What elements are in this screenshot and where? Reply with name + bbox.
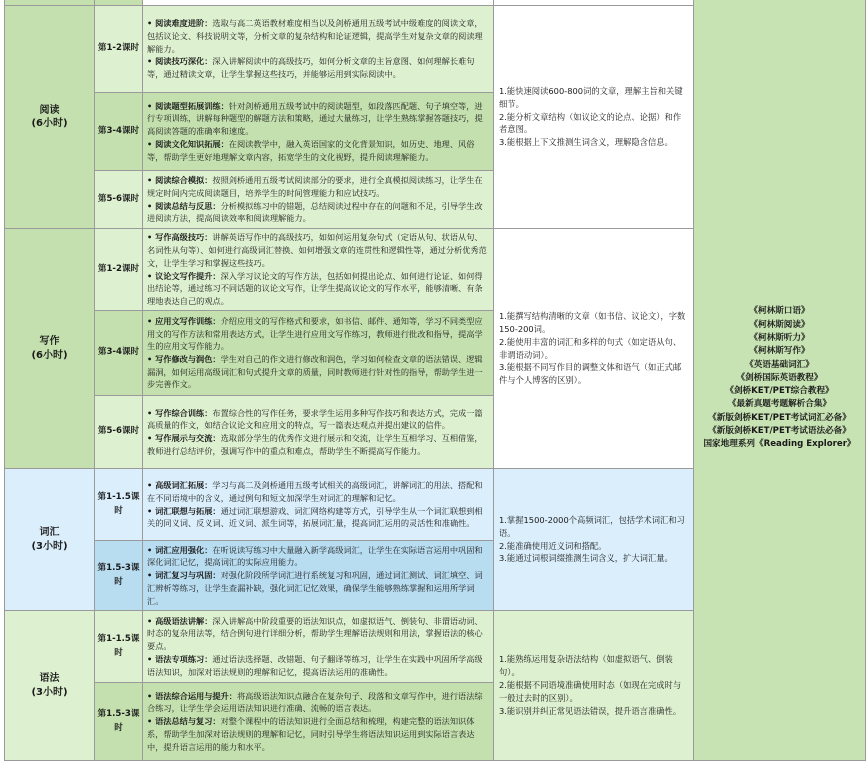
course-plan-table [4, 0, 866, 761]
session-label: 第1-2课时 [95, 229, 143, 311]
session-label: 第5-6课时 [95, 171, 143, 229]
session-content [143, 229, 494, 311]
material-item: 《英语基础词汇》 [745, 359, 814, 370]
goal-item: 3.能通过词根词缀推测生词含义，扩大词汇量。 [499, 553, 673, 564]
session-content [143, 93, 494, 171]
material-item: 《柯林斯写作》 [749, 346, 810, 357]
content-item: • 高级词汇拓展：学习与高二及剑桥通用五级考试相关的高级词汇，讲解词汇的用法、搭配和在不同语境中的含义，通过例句和短文加深学生对词汇的理解和记忆。 [147, 480, 483, 503]
material-item: 《柯林斯口语》 [749, 306, 810, 317]
goal-item: 1.能快速阅读600-800词的文章，理解主旨和关键细节。 [499, 85, 683, 109]
goal-item: 2.能准确使用近义词和搭配。 [499, 540, 607, 551]
module-title: 阅读 [39, 104, 60, 116]
session-label: 第1.5-3课时 [95, 683, 143, 761]
module-writing [5, 229, 95, 469]
module-title: 词汇 [39, 527, 60, 538]
material-item: 《最新真题考题解析合集》 [727, 399, 832, 410]
content-item: • 写作高级技巧：讲解英语写作中的高级技巧，如如何运用复杂句式（定语从句、状语从句、名词性从句等）、如何进行高级词汇替换、如何增强文章的连贯性和逻辑性等，通过分析优秀范文，让学生学习和掌握这些技巧。 [147, 232, 487, 268]
content-item: • 语法综合运用与提升：将高级语法知识点融合在复杂句子、段落和文章写作中，进行语法综合练习，让学生学会运用语法知识进行准确、流畅的语言表达。 [147, 690, 483, 714]
module-grammar [5, 611, 95, 761]
material-item: 《剑桥KET/PET综合教程》 [725, 386, 834, 397]
goal-item: 1.能撰写结构清晰的文章（如书信、议论文），字数150-200词。 [499, 310, 686, 334]
goal-item: 3.能识别并纠正常见语法错误，提升语言准确性。 [499, 705, 682, 716]
content-item: • 阅读综合模拟：按照剑桥通用五级考试阅读部分的要求，进行全真模拟阅读练习，让学生在规定时间内完成阅读题目，培养学生的时间管理能力和应试技巧。 [147, 175, 483, 198]
content-item: • 阅读总结与反思：分析模拟练习中的错题，总结阅读过程中存在的问题和不足，引导学生改进阅读方法，提高阅读效率和阅读理解能力。 [147, 200, 483, 224]
material-item: 《新版剑桥KET/PET考试语法必备》 [708, 426, 851, 437]
session-content [143, 396, 494, 469]
session-label: 第1-1.5课时 [95, 469, 143, 541]
content-item: • 语法专项练习：通过语法选择题、改错题、句子翻译等练习，让学生在实践中巩固所学高级语法知识，加深对语法规则的理解和记忆，提高语法运用的准确性。 [147, 653, 483, 677]
content-item: • 议论文写作提升：深入学习议论文的写作方法，包括如何提出论点、如何进行论证、如何得出结论等，通过练习不同话题的议论文写作，让学生提高议论文的写作水平，能够清晰、有条理地表达自己的观点。 [147, 270, 483, 306]
content-item: • 词汇应用强化：在听说读写练习中大量融入新学高级词汇，让学生在实际语言运用中巩固和深化词汇记忆，提高词汇的实际应用能力。 [147, 544, 483, 568]
session-label: 第5-6课时 [95, 396, 143, 469]
module-goals [494, 6, 694, 229]
session-label: 第3-4课时 [95, 311, 143, 396]
session-content [143, 171, 494, 229]
module-goals [494, 469, 694, 611]
session-content [143, 311, 494, 396]
session-content [143, 683, 494, 761]
session-label: 第1-2课时 [95, 6, 143, 93]
content-item: • 高级语法讲解：深入讲解高中阶段重要的语法知识点，如虚拟语气、倒装句、非谓语动词、时态的复杂用法等，结合例句进行详细分析，帮助学生理解语法规则和用法，掌握语法的核心要点。 [147, 615, 483, 652]
content-item: • 阅读题型拓展训练：针对剑桥通用五级考试中的阅读题型，如段落匹配题、句子填空等，进行专项训练，讲解每种题型的解题方法和策略，通过大量练习，让学生熟练掌握答题技巧，提高阅读答题的准确率和速度。 [147, 100, 483, 137]
content-item: • 应用文写作训练：介绍应用文的写作格式和要求，如书信、邮件、通知等，学习不同类型应用文的写作方法和常用表达方式，让学生进行应用文写作练习，教师进行批改和指导，提高学生的应用文写作能力。 [147, 315, 483, 352]
session-label: 第1.5-3课时 [95, 541, 143, 611]
module-title: 语法 [39, 673, 60, 684]
module-reading [5, 6, 95, 229]
content-item: • 阅读文化知识拓展：在阅读教学中，融入英语国家的文化背景知识，如历史、地理、风俗等，帮助学生更好地理解文章内容，拓宽学生的文化视野，提升阅读理解能力。 [147, 138, 475, 162]
session-content [143, 469, 494, 541]
content-item: • 写作展示与交流：选取部分学生的优秀作文进行展示和交流，让学生互相学习、互相借鉴，教师进行总结评价，强调写作中的重点和难点，帮助学生不断提高写作能力。 [147, 433, 483, 456]
goal-item: 3.能根据不同写作目的调整文体和语气（如正式邮件与个人博客的区别）。 [499, 362, 682, 386]
session-content [143, 541, 494, 611]
content-item: • 写作修改与润色：学生对自己的作文进行修改和润色，学习如何检查文章的语法错误、逻辑漏洞，如何运用高级词汇和句式提升文章的质量，同时教师进行针对性的指导，帮助学生进一步完善作文。 [147, 354, 483, 390]
material-item: 《剑桥国际英语教程》 [736, 372, 823, 383]
materials-cell [694, 0, 866, 761]
session-label: 第3-4课时 [95, 93, 143, 171]
material-item: 《柯林斯听力》 [749, 332, 810, 343]
content-item: • 词汇联想与拓展：通过词汇联想游戏、词汇网络构建等方式，引导学生从一个词汇联想到相关的同义词、反义词、近义词、派生词等，拓展词汇量，提高词汇运用的灵活性和准确性。 [147, 505, 483, 529]
goal-item: 3.能根据上下文推测生词含义，理解隐含信息。 [499, 137, 673, 148]
goal-item: 1.掌握1500-2000个高频词汇，包括学术词汇和习语。 [499, 514, 685, 538]
goal-item: 2.能根据不同语境准确使用时态（如现在完成时与一般过去时的区别）。 [499, 680, 682, 703]
module-title: 写作 [39, 336, 60, 347]
module-hours: (3小时) [31, 540, 68, 552]
session-content [143, 6, 494, 93]
module-hours: (3小时) [31, 686, 68, 698]
content-item: • 阅读技巧深化：深入讲解阅读中的高级技巧，如何分析文章的主旨意图、如何理解长难句等，通过精读文章，让学生掌握这些技巧，并能够运用到实际阅读中。 [147, 56, 475, 80]
module-goals [494, 611, 694, 761]
goal-item: 1.能熟练运用复杂语法结构（如虚拟语气、倒装句）。 [499, 654, 673, 678]
content-item: • 写作综合训练：布置综合性的写作任务，要求学生运用多种写作技巧和表达方式，完成一篇高质量的作文，如结合议论文和应用文的特点，写一篇表达观点并提出建议的信件。 [147, 407, 483, 431]
material-item: 《柯林斯阅读》 [749, 319, 810, 330]
goal-item: 2.能使用丰富的词汇和多样的句式（如定语从句、非谓语动词）。 [499, 336, 682, 360]
material-item: 《新版剑桥KET/PET考试词汇必备》 [708, 412, 851, 423]
session-content [143, 611, 494, 683]
content-item: • 阅读难度进阶：选取与高二英语教材难度相当以及剑桥通用五级考试中级难度的阅读文章，包括议论文、科技说明文等，分析文章的复杂结构和论证逻辑，提高学生对复杂文章的阅读理解能力。 [147, 18, 483, 54]
material-item: 国家地理系列《Reading Explorer》 [703, 439, 856, 450]
module-hours: (6小时) [31, 118, 68, 129]
goal-item: 2.能分析文章结构（如议论文的论点、论据）和作者意图。 [499, 111, 682, 135]
session-label: 第1-1.5课时 [95, 611, 143, 683]
content-item: • 语法总结与复习：对整个课程中的语法知识进行全面总结和梳理，构建完整的语法知识体系，帮助学生加深对语法规则的理解和记忆，同时引导学生将语法知识运用到实际语言表达中，提升语言运用的能力和水平。 [147, 716, 475, 752]
module-hours: (6小时) [31, 349, 68, 361]
module-vocabulary [5, 469, 95, 611]
module-goals [494, 229, 694, 469]
content-item: • 词汇复习与巩固：对强化阶段所学词汇进行系统复习和巩固，通过词汇测试、词汇填空、词汇辨析等练习，让学生查漏补缺，强化词汇记忆效果，确保学生能够熟练掌握和运用所学词汇。 [147, 570, 483, 606]
